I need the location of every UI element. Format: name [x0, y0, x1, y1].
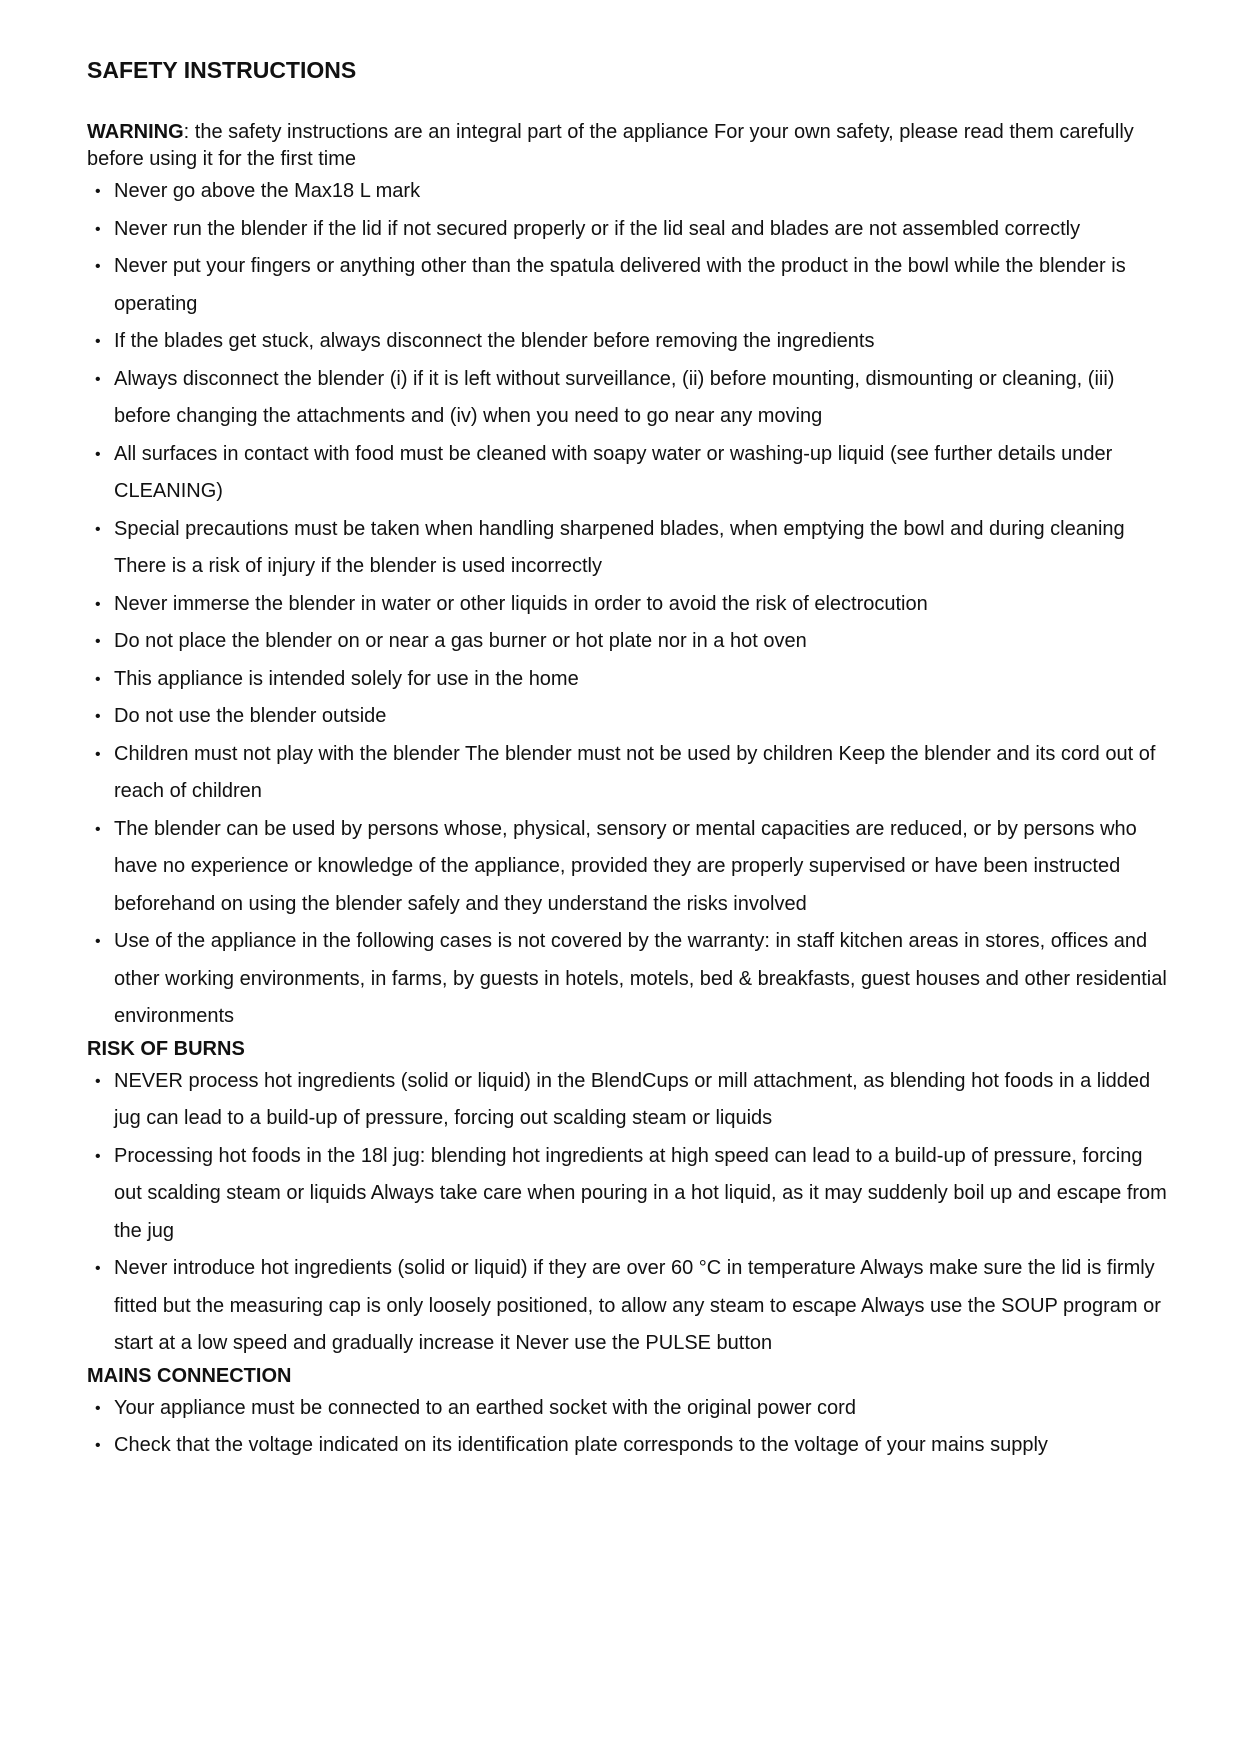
warning-text: : the safety instructions are an integral part of the appliance For your own safety, please read them carefully before using it for the first time [87, 121, 1134, 170]
list-item [87, 1138, 1167, 1251]
list-item [87, 248, 1167, 323]
list-item [87, 661, 1167, 699]
list-item-text: Do not use the blender outside [114, 705, 387, 727]
bullet-icon: • [95, 933, 101, 950]
list-item [87, 811, 1167, 924]
bullet-icon: • [95, 220, 101, 238]
warning-label: WARNING [87, 121, 184, 143]
list-item-text: Processing hot foods in the 18l jug: blending hot ingredients at high speed can lead to a build-up of pressure, forcing out scalding steam or liquids Always take care when pouring in a hot liquid, as it may suddenly boil up and escape from the jug [114, 1144, 1167, 1242]
list-item-text: NEVER process hot ingredients (solid or liquid) in the BlendCups or mill attachment, as blending hot foods in a lidded jug can lead to a build-up of pressure, forcing out scalding steam or liquids [114, 1069, 1151, 1129]
list-item [87, 361, 1167, 436]
document-page [87, 52, 1167, 1465]
list-item-text: The blender can be used by persons whose, physical, sensory or mental capacities are reduced, or by persons who have no experience or knowledge of the appliance, provided they are properly supervised or have been instructed beforehand on using the blender safely and they understand the risks involved [114, 817, 1137, 915]
list-item [87, 736, 1167, 811]
list-item-text: All surfaces in contact with food must be cleaned with soapy water or washing-up liquid (see further details under CLEANING) [114, 442, 1113, 502]
list-item [87, 698, 1167, 736]
bullet-icon: • [95, 1147, 101, 1165]
bullet-icon: • [95, 1437, 101, 1454]
bullet-icon: • [95, 820, 101, 838]
bullet-icon: • [95, 258, 101, 275]
bullet-icon: • [95, 708, 101, 725]
bullet-icon: • [95, 520, 101, 538]
risk-of-burns-heading: RISK OF BURNS [87, 1037, 245, 1060]
list-item [87, 1250, 1167, 1363]
list-item [87, 923, 1167, 1036]
list-item-text: Check that the voltage indicated on its identification plate corresponds to the voltage of your mains supply [114, 1434, 1048, 1456]
page-title: SAFETY INSTRUCTIONS [87, 57, 357, 83]
list-item [87, 211, 1167, 249]
bullet-icon: • [95, 370, 101, 388]
list-item [87, 323, 1167, 361]
list-item [87, 623, 1167, 661]
list-item-text: Children must not play with the blender The blender must not be used by children Keep the blender and its cord out of reach of children [114, 742, 1156, 802]
list-item-text: Always disconnect the blender (i) if it is left without surveillance, (ii) before mounting, dismounting or cleaning, (iii) before changing the attachments and (iv) when you need to go near any moving [114, 367, 1115, 427]
list-item [87, 1063, 1167, 1138]
list-item [87, 511, 1167, 586]
bullet-icon: • [95, 445, 101, 463]
mains-connection-heading: MAINS CONNECTION [87, 1364, 292, 1387]
bullet-icon: • [95, 183, 101, 200]
list-item-text: Never go above the Max18 L mark [114, 180, 421, 202]
bullet-icon: • [95, 745, 101, 763]
list-item [87, 173, 1167, 211]
list-item-text: Do not place the blender on or near a gas burner or hot plate nor in a hot oven [114, 630, 807, 652]
list-item [87, 586, 1167, 624]
list-item-text: Never introduce hot ingredients (solid or liquid) if they are over 60 °C in temperature Always make sure the lid is firmly fitted but the measuring cap is only loosely positioned, to allow any steam to escape Always use the SOUP program or start at a low speed and gradually increase it Never use the PULSE button [114, 1257, 1161, 1354]
safety-list [87, 173, 1167, 1036]
list-item [87, 1390, 1167, 1428]
list-item-text: Never put your fingers or anything other than the spatula delivered with the product in the bowl while the blender is operating [114, 255, 1126, 315]
list-item-text: Never run the blender if the lid if not secured properly or if the lid seal and blades are not assembled correctly [114, 217, 1081, 240]
list-item [87, 436, 1167, 511]
list-item-text: Your appliance must be connected to an earthed socket with the original power cord [114, 1396, 856, 1419]
burns-list [87, 1063, 1167, 1363]
list-item-text: If the blades get stuck, always disconnect the blender before removing the ingredients [114, 330, 875, 352]
list-item-text: Never immerse the blender in water or other liquids in order to avoid the risk of electrocution [114, 592, 928, 615]
list-item-text: Special precautions must be taken when handling sharpened blades, when emptying the bowl and during cleaning There is a risk of injury if the blender is used incorrectly [114, 517, 1125, 577]
mains-list [87, 1390, 1167, 1465]
list-item-text: This appliance is intended solely for use in the home [114, 667, 579, 690]
bullet-icon: • [95, 333, 101, 350]
bullet-icon: • [95, 633, 101, 650]
list-item-text: Use of the appliance in the following cases is not covered by the warranty: in staff kitchen areas in stores, offices and other working environments, in farms, by guests in hotels, motels, bed & breakfasts, guest houses and other residential environments [114, 930, 1167, 1027]
warning-paragraph [87, 119, 1167, 173]
bullet-icon: • [95, 1260, 101, 1277]
list-item [87, 1427, 1167, 1465]
bullet-icon: • [95, 595, 101, 613]
bullet-icon: • [95, 1072, 101, 1090]
bullet-icon: • [95, 1399, 101, 1417]
bullet-icon: • [95, 670, 101, 688]
